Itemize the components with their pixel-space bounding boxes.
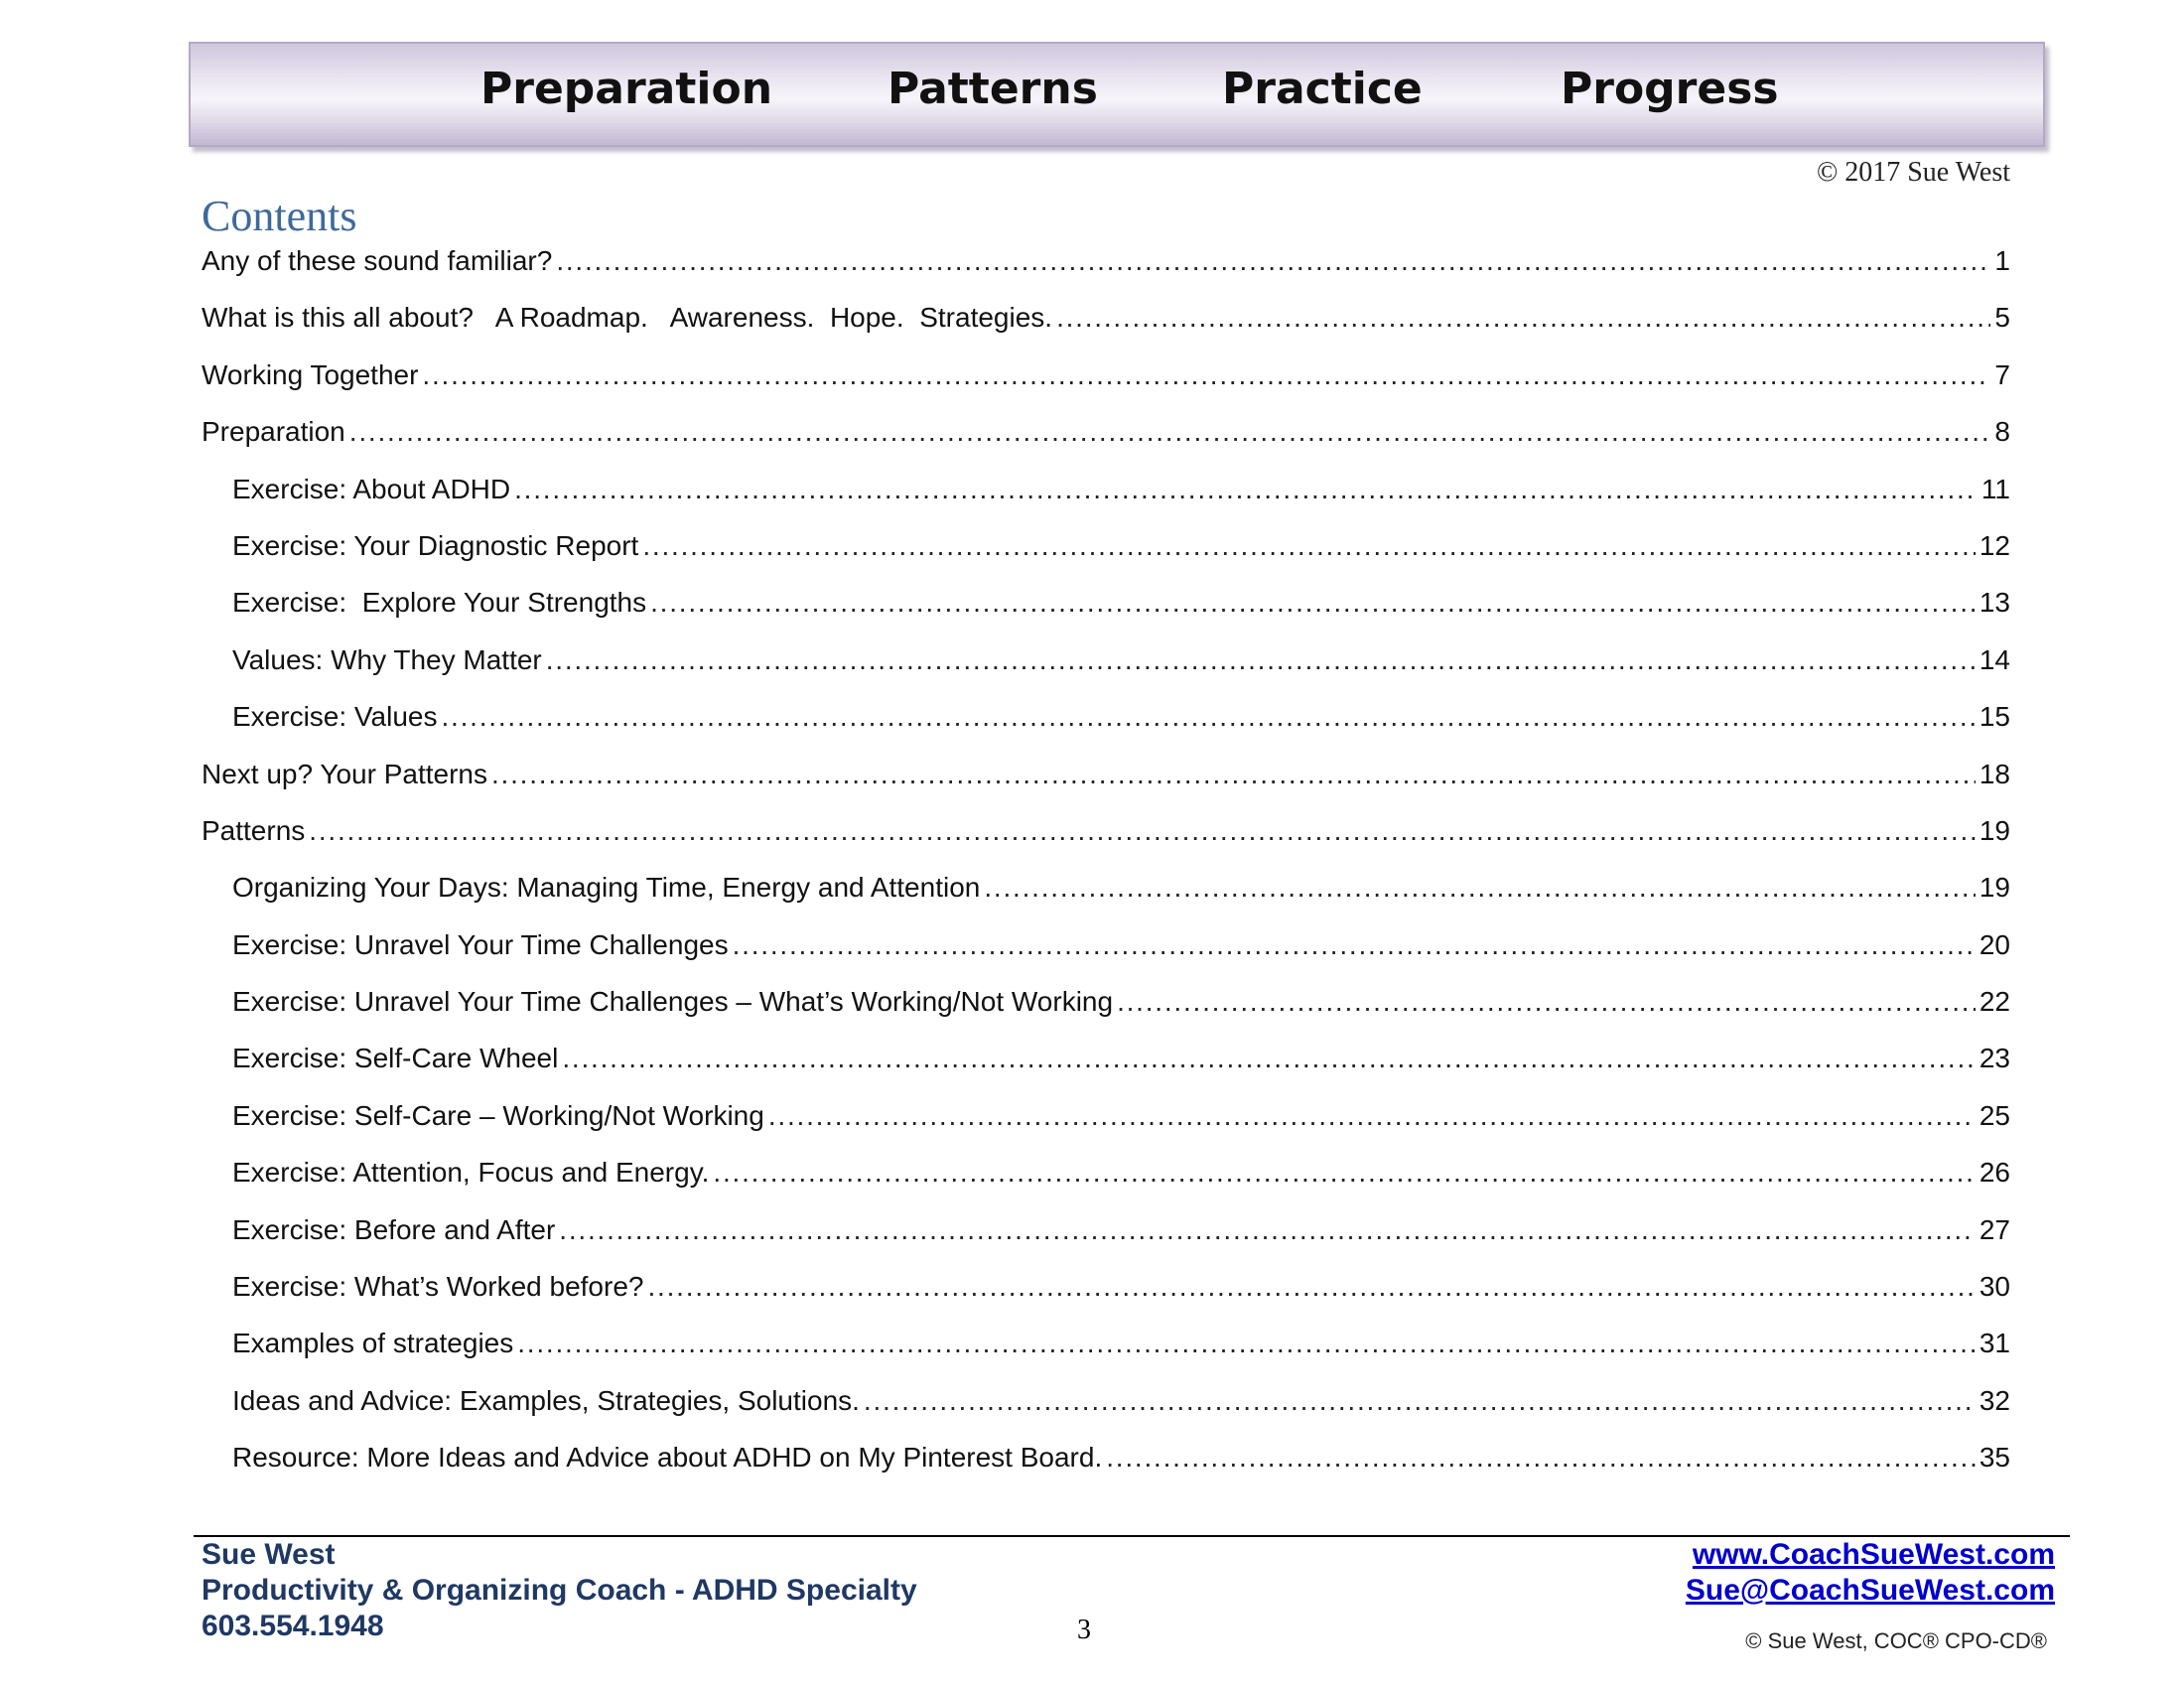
toc-entry-title: Organizing Your Days: Managing Time, Energy and Attention [232,872,981,904]
toc-entry-page: 7 [1994,358,2010,390]
table-of-contents [202,245,2010,1499]
toc-entry-title: Preparation [202,416,345,448]
toc-entry-page: 1 [1994,245,2010,276]
toc-entry-title: Exercise: About ADHD [232,473,511,504]
toc-entry-title: Exercise: Your Diagnostic Report [232,529,639,561]
toc-entry-page: 11 [1980,473,2010,504]
footer-name: Sue West [202,1538,336,1571]
toc-dot-leader [642,530,1976,562]
copyright-notice: © 2017 Sue West [1816,157,2010,188]
toc-dot-leader [517,1328,1976,1359]
toc-entry-title: Exercise: Unravel Your Time Challenges [232,928,729,960]
toc-dot-leader [556,245,1990,277]
toc-entry[interactable] [202,1385,2010,1442]
toc-entry[interactable] [202,1043,2010,1099]
toc-entry-title: Values: Why They Matter [232,643,542,675]
toc-entry-title: Exercise: Self-Care – Working/Not Working [232,1099,764,1131]
toc-entry[interactable] [202,1214,2010,1271]
toc-entry-page: 15 [1979,701,2010,733]
toc-entry-page: 5 [1994,302,2010,334]
toc-entry[interactable] [202,587,2010,643]
section-banner [189,42,2045,147]
toc-entry-page: 13 [1979,587,2010,619]
toc-entry-title: Ideas and Advice: Examples, Strategies, Solutions. [232,1384,860,1416]
website-link[interactable]: www.CoachSueWest.com [1692,1538,2055,1571]
toc-dot-leader [1117,986,1976,1018]
toc-entry[interactable] [202,1100,2010,1157]
toc-dot-leader [1106,1442,1976,1474]
toc-entry[interactable] [202,530,2010,587]
toc-entry[interactable] [202,929,2010,986]
toc-entry-page: 35 [1979,1442,2010,1474]
footer-phone: 603.554.1948 [202,1610,384,1642]
toc-entry-page: 8 [1994,416,2010,448]
toc-dot-leader [349,416,1991,448]
toc-entry-title: Resource: More Ideas and Advice about ADHD on My Pinterest Board. [232,1442,1103,1474]
toc-dot-leader [546,644,1976,676]
toc-dot-leader [559,1214,1976,1246]
toc-dot-leader [647,1271,1975,1303]
toc-entry[interactable] [202,1271,2010,1328]
toc-entry-page: 26 [1979,1157,2010,1189]
toc-entry-title: Any of these sound familiar? [202,245,553,276]
toc-entry-title: Exercise: Attention, Focus and Energy. [232,1157,710,1189]
toc-dot-leader [422,359,1990,391]
toc-entry[interactable] [202,245,2010,302]
toc-entry[interactable] [202,701,2010,758]
toc-entry[interactable] [202,1442,2010,1498]
toc-entry-title: Exercise: Explore Your Strengths [232,587,647,619]
toc-dot-leader [768,1100,1976,1132]
toc-entry-title: Exercise: Before and After [232,1213,556,1245]
email-link[interactable]: Sue@CoachSueWest.com [1685,1574,2055,1607]
toc-entry-page: 32 [1979,1384,2010,1416]
tab-patterns[interactable]: Patterns [887,64,1098,114]
toc-entry-page: 31 [1979,1328,2010,1359]
footer-contact [202,1537,917,1644]
toc-entry[interactable] [202,644,2010,701]
tab-practice[interactable]: Practice [1222,64,1423,114]
toc-entry-title: Examples of strategies [232,1328,514,1359]
toc-entry-page: 20 [1979,928,2010,960]
toc-entry-title: Exercise: What’s Worked before? [232,1271,644,1303]
toc-entry[interactable] [202,815,2010,872]
toc-entry-page: 23 [1979,1043,2010,1074]
toc-entry-page: 30 [1979,1271,2010,1303]
toc-entry[interactable] [202,759,2010,815]
contents-heading: Contents [202,192,357,240]
toc-dot-leader [713,1157,1975,1189]
toc-entry-page: 19 [1979,872,2010,904]
toc-entry-page: 19 [1979,814,2010,846]
toc-entry-title: Exercise: Self-Care Wheel [232,1043,559,1074]
toc-dot-leader [650,587,1976,619]
toc-entry-page: 25 [1979,1099,2010,1131]
toc-entry-title: Working Together [202,358,419,390]
toc-entry[interactable] [202,302,2010,358]
toc-dot-leader [1056,302,1990,334]
toc-dot-leader [309,815,1976,847]
footer-links [1686,1537,2055,1609]
toc-dot-leader [864,1385,1976,1417]
page-number: 3 [1077,1615,1091,1645]
toc-entry[interactable] [202,986,2010,1043]
toc-dot-leader [984,872,1975,904]
toc-dot-leader [441,701,1975,733]
tab-progress[interactable]: Progress [1561,64,1779,114]
tab-preparation[interactable]: Preparation [480,64,773,114]
toc-entry-page: 22 [1979,986,2010,1018]
toc-entry-title: Exercise: Values [232,701,438,733]
toc-entry-title: Exercise: Unravel Your Time Challenges – What’s Working/Not Working [232,986,1114,1018]
footer-credentials: © Sue West, COC® CPO-CD® [1745,1628,2047,1653]
toc-entry[interactable] [202,872,2010,928]
toc-entry-page: 27 [1979,1213,2010,1245]
toc-entry[interactable] [202,1157,2010,1213]
toc-entry-title: Next up? Your Patterns [202,758,487,789]
toc-entry[interactable] [202,474,2010,530]
toc-entry[interactable] [202,1328,2010,1384]
toc-entry-title: What is this all about? A Roadmap. Awareness. Hope. Strategies. [202,302,1053,334]
toc-dot-leader [491,759,1976,790]
toc-entry[interactable] [202,359,2010,416]
toc-dot-leader [514,474,1978,505]
toc-entry-page: 18 [1979,758,2010,789]
toc-entry-title: Patterns [202,814,306,846]
toc-entry-page: 14 [1979,643,2010,675]
footer-role: Productivity & Organizing Coach - ADHD Specialty [202,1574,917,1607]
toc-dot-leader [733,929,1976,961]
toc-entry[interactable] [202,416,2010,473]
toc-dot-leader [562,1043,1976,1074]
toc-entry-page: 12 [1979,529,2010,561]
